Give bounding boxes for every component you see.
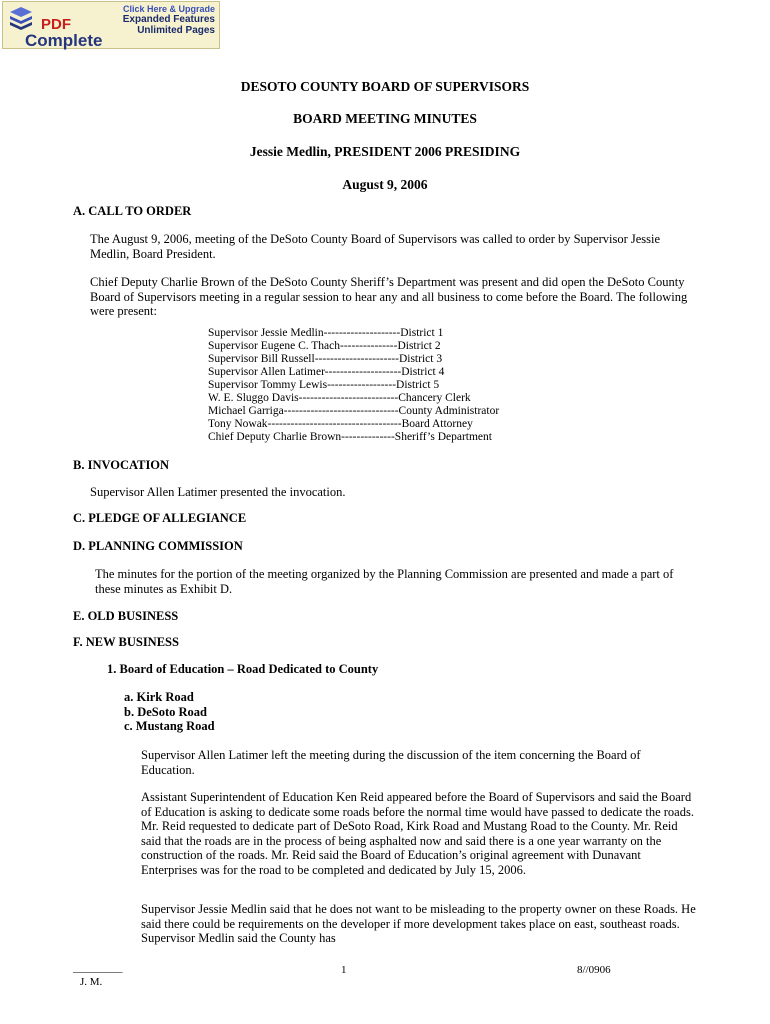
meeting-date: August 9, 2006 xyxy=(342,177,428,192)
section-d-paragraph: The minutes for the portion of the meeting organized by the Planning Commission are presented and made a part of these minutes as Exhibit D. xyxy=(95,567,674,596)
attendance-roster xyxy=(208,327,499,444)
document-title: DESOTO COUNTY BOARD OF SUPERVISORS xyxy=(240,79,530,94)
section-a-heading: A. CALL TO ORDER xyxy=(73,204,192,218)
section-b-paragraph: Supervisor Allen Latimer presented the invocation. xyxy=(90,485,346,499)
road-item: c. Mustang Road xyxy=(124,719,215,733)
footer-date-code: 8//0906 xyxy=(577,964,611,976)
road-list xyxy=(124,690,215,734)
item-1-paragraph-1: Supervisor Allen Latimer left the meeting during the discussion of the item concerning the Board of Education. xyxy=(141,748,641,777)
document-subtitle: BOARD MEETING MINUTES xyxy=(293,111,477,126)
section-f-heading: F. NEW BUSINESS xyxy=(73,635,179,649)
presiding-line: Jessie Medlin, PRESIDENT 2006 PRESIDING xyxy=(249,144,521,159)
roster-entry: Supervisor Eugene C. Thach---------------District 2 xyxy=(208,340,441,352)
roster-entry: W. E. Sluggo Davis--------------------------Chancery Clerk xyxy=(208,392,471,404)
roster-entry: Supervisor Jessie Medlin--------------------District 1 xyxy=(208,327,444,339)
banner-pdf-label: PDF xyxy=(41,16,71,33)
item-1-heading: 1. Board of Education – Road Dedicated to County xyxy=(107,662,379,676)
banner-complete-label: Complete xyxy=(25,31,103,50)
signature-line: _________ xyxy=(73,962,123,974)
banner-click-upgrade[interactable]: Click Here & Upgrade xyxy=(122,4,215,14)
item-1-paragraph-3: Supervisor Jessie Medlin said that he does not want to be misleading to the property owner on these Roads. He said there could be requirements on the developer if more development takes place on east, southeast roads. Supervisor Medlin said the County has xyxy=(141,902,696,945)
item-1-paragraph-2: Assistant Superintendent of Education Ken Reid appeared before the Board of Supervisors and said the Board of Education is asking to dedicate some roads before the normal time would have passed to dedicate the roads. Mr. Reid requested to dedicate part of DeSoto Road, Kirk Road and Mustang Road to the County. Mr. Reid said that the roads are in the process of being asphalted now and said there is a one year warranty on the construction of the roads. Mr. Reid said the Board of Education’s original agreement with Dunavant Enterprises was for the road to be completed and dedicated by July 15, 2006. xyxy=(141,790,694,877)
footer-initials: J. M. xyxy=(80,976,103,988)
banner-expanded-features: Expanded Features xyxy=(122,14,215,25)
roster-entry: Supervisor Allen Latimer--------------------District 4 xyxy=(208,366,445,378)
roster-entry: Supervisor Bill Russell----------------------District 3 xyxy=(208,353,443,365)
banner-unlimited-pages: Unlimited Pages xyxy=(137,25,215,36)
section-d-heading: D. PLANNING COMMISSION xyxy=(73,539,243,553)
roster-entry: Chief Deputy Charlie Brown--------------Sheriff’s Department xyxy=(208,431,492,443)
section-a-paragraph-1: The August 9, 2006, meeting of the DeSoto County Board of Supervisors was called to order by Supervisor Jessie Medlin, Board President. xyxy=(90,232,661,261)
section-b-heading: B. INVOCATION xyxy=(73,458,170,472)
section-a-paragraph-2: Chief Deputy Charlie Brown of the DeSoto County Sheriff’s Department was present and did open the DeSoto County Board of Supervisors meeting in a regular session to hear any and all business to come before the Board. The following were present: xyxy=(90,275,688,318)
road-item: a. Kirk Road xyxy=(124,690,194,704)
roster-entry: Michael Garriga------------------------------County Administrator xyxy=(208,405,500,417)
page-number: 1 xyxy=(341,964,347,976)
pdf-upgrade-banner[interactable] xyxy=(2,1,220,49)
roster-entry: Supervisor Tommy Lewis------------------District 5 xyxy=(208,379,440,391)
section-c-heading: C. PLEDGE OF ALLEGIANCE xyxy=(73,511,247,525)
section-e-heading: E. OLD BUSINESS xyxy=(73,609,179,623)
roster-entry: Tony Nowak-----------------------------------Board Attorney xyxy=(208,418,473,430)
road-item: b. DeSoto Road xyxy=(124,704,207,719)
pdf-stack-icon xyxy=(8,5,34,31)
